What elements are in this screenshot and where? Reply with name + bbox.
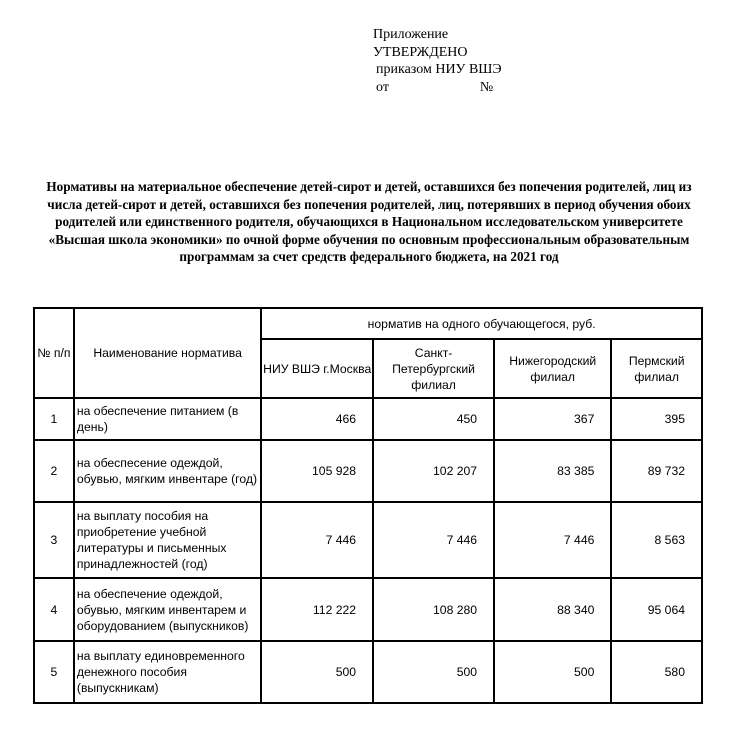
- row-value-nn: 7 446: [495, 503, 612, 579]
- row-value-nn: 88 340: [495, 579, 612, 642]
- row-value-spb: 450: [374, 399, 495, 441]
- row-value-nn: 500: [495, 642, 612, 704]
- norms-table: [33, 307, 703, 704]
- table-row: [35, 399, 703, 441]
- approval-date-number-label: от №: [376, 79, 494, 95]
- row-value-spb: 500: [374, 642, 495, 704]
- row-value-moscow: 112 222: [262, 579, 374, 642]
- row-num: 1: [35, 399, 75, 441]
- row-num: 2: [35, 441, 75, 503]
- row-name: на обеспесение одеждой, обувью, мягким инвентаре (год): [75, 441, 262, 503]
- row-name: на обеспечение одеждой, обувью, мягким инвентарем и оборудованием (выпускников): [75, 579, 262, 642]
- document-title: Нормативы на материальное обеспечение детей-сирот и детей, оставшихся без попечения родителей, лиц из числа детей-сирот и детей, оставшихся без попечения родителей, лиц, потерявших в период обучения обоих родителей или единственного родителя, обучающихся в Национальном исследовательском университете «Высшая школа экономики» по очной форме обучения по основным профессиональным образовательным программам за счет средств федерального бюджета, на 2021 год: [46, 179, 692, 265]
- row-value-moscow: 500: [262, 642, 374, 704]
- row-value-spb: 7 446: [374, 503, 495, 579]
- row-name: на выплату единовременного денежного пособия (выпускникам): [75, 642, 262, 704]
- row-value-perm: 580: [612, 642, 703, 704]
- header-name: Наименование норматива: [75, 309, 262, 399]
- row-value-moscow: 105 928: [262, 441, 374, 503]
- header-group: норматив на одного обучающегося, руб.: [262, 309, 703, 340]
- header-num: № п/п: [35, 309, 75, 399]
- row-value-spb: 108 280: [374, 579, 495, 642]
- header-col-moscow: НИУ ВШЭ г.Москва: [262, 340, 374, 399]
- row-value-moscow: 466: [262, 399, 374, 441]
- row-value-nn: 367: [495, 399, 612, 441]
- table-row: [35, 441, 703, 503]
- row-value-moscow: 7 446: [262, 503, 374, 579]
- row-num: 5: [35, 642, 75, 704]
- approval-block: [373, 26, 502, 96]
- row-value-perm: 95 064: [612, 579, 703, 642]
- approval-order-label: приказом НИУ ВШЭ: [376, 62, 502, 77]
- approval-appendix-label: Приложение: [373, 27, 449, 42]
- row-value-perm: 8 563: [612, 503, 703, 579]
- row-num: 4: [35, 579, 75, 642]
- row-name: на обеспечение питанием (в день): [75, 399, 262, 441]
- table-header-row: [35, 309, 703, 340]
- row-value-perm: 89 732: [612, 441, 703, 503]
- row-name: на выплату пособия на приобретение учебной литературы и письменных принадлежностей (год): [75, 503, 262, 579]
- row-value-perm: 395: [612, 399, 703, 441]
- row-value-spb: 102 207: [374, 441, 495, 503]
- header-col-perm: Пермский филиал: [612, 340, 703, 399]
- row-value-nn: 83 385: [495, 441, 612, 503]
- table-row: [35, 503, 703, 579]
- header-col-spb: Санкт-Петербургский филиал: [374, 340, 495, 399]
- table-row: [35, 642, 703, 704]
- row-num: 3: [35, 503, 75, 579]
- header-col-nn: Нижегородский филиал: [495, 340, 612, 399]
- approval-approved-label: УТВЕРЖДЕНО: [373, 44, 468, 60]
- table-row: [35, 579, 703, 642]
